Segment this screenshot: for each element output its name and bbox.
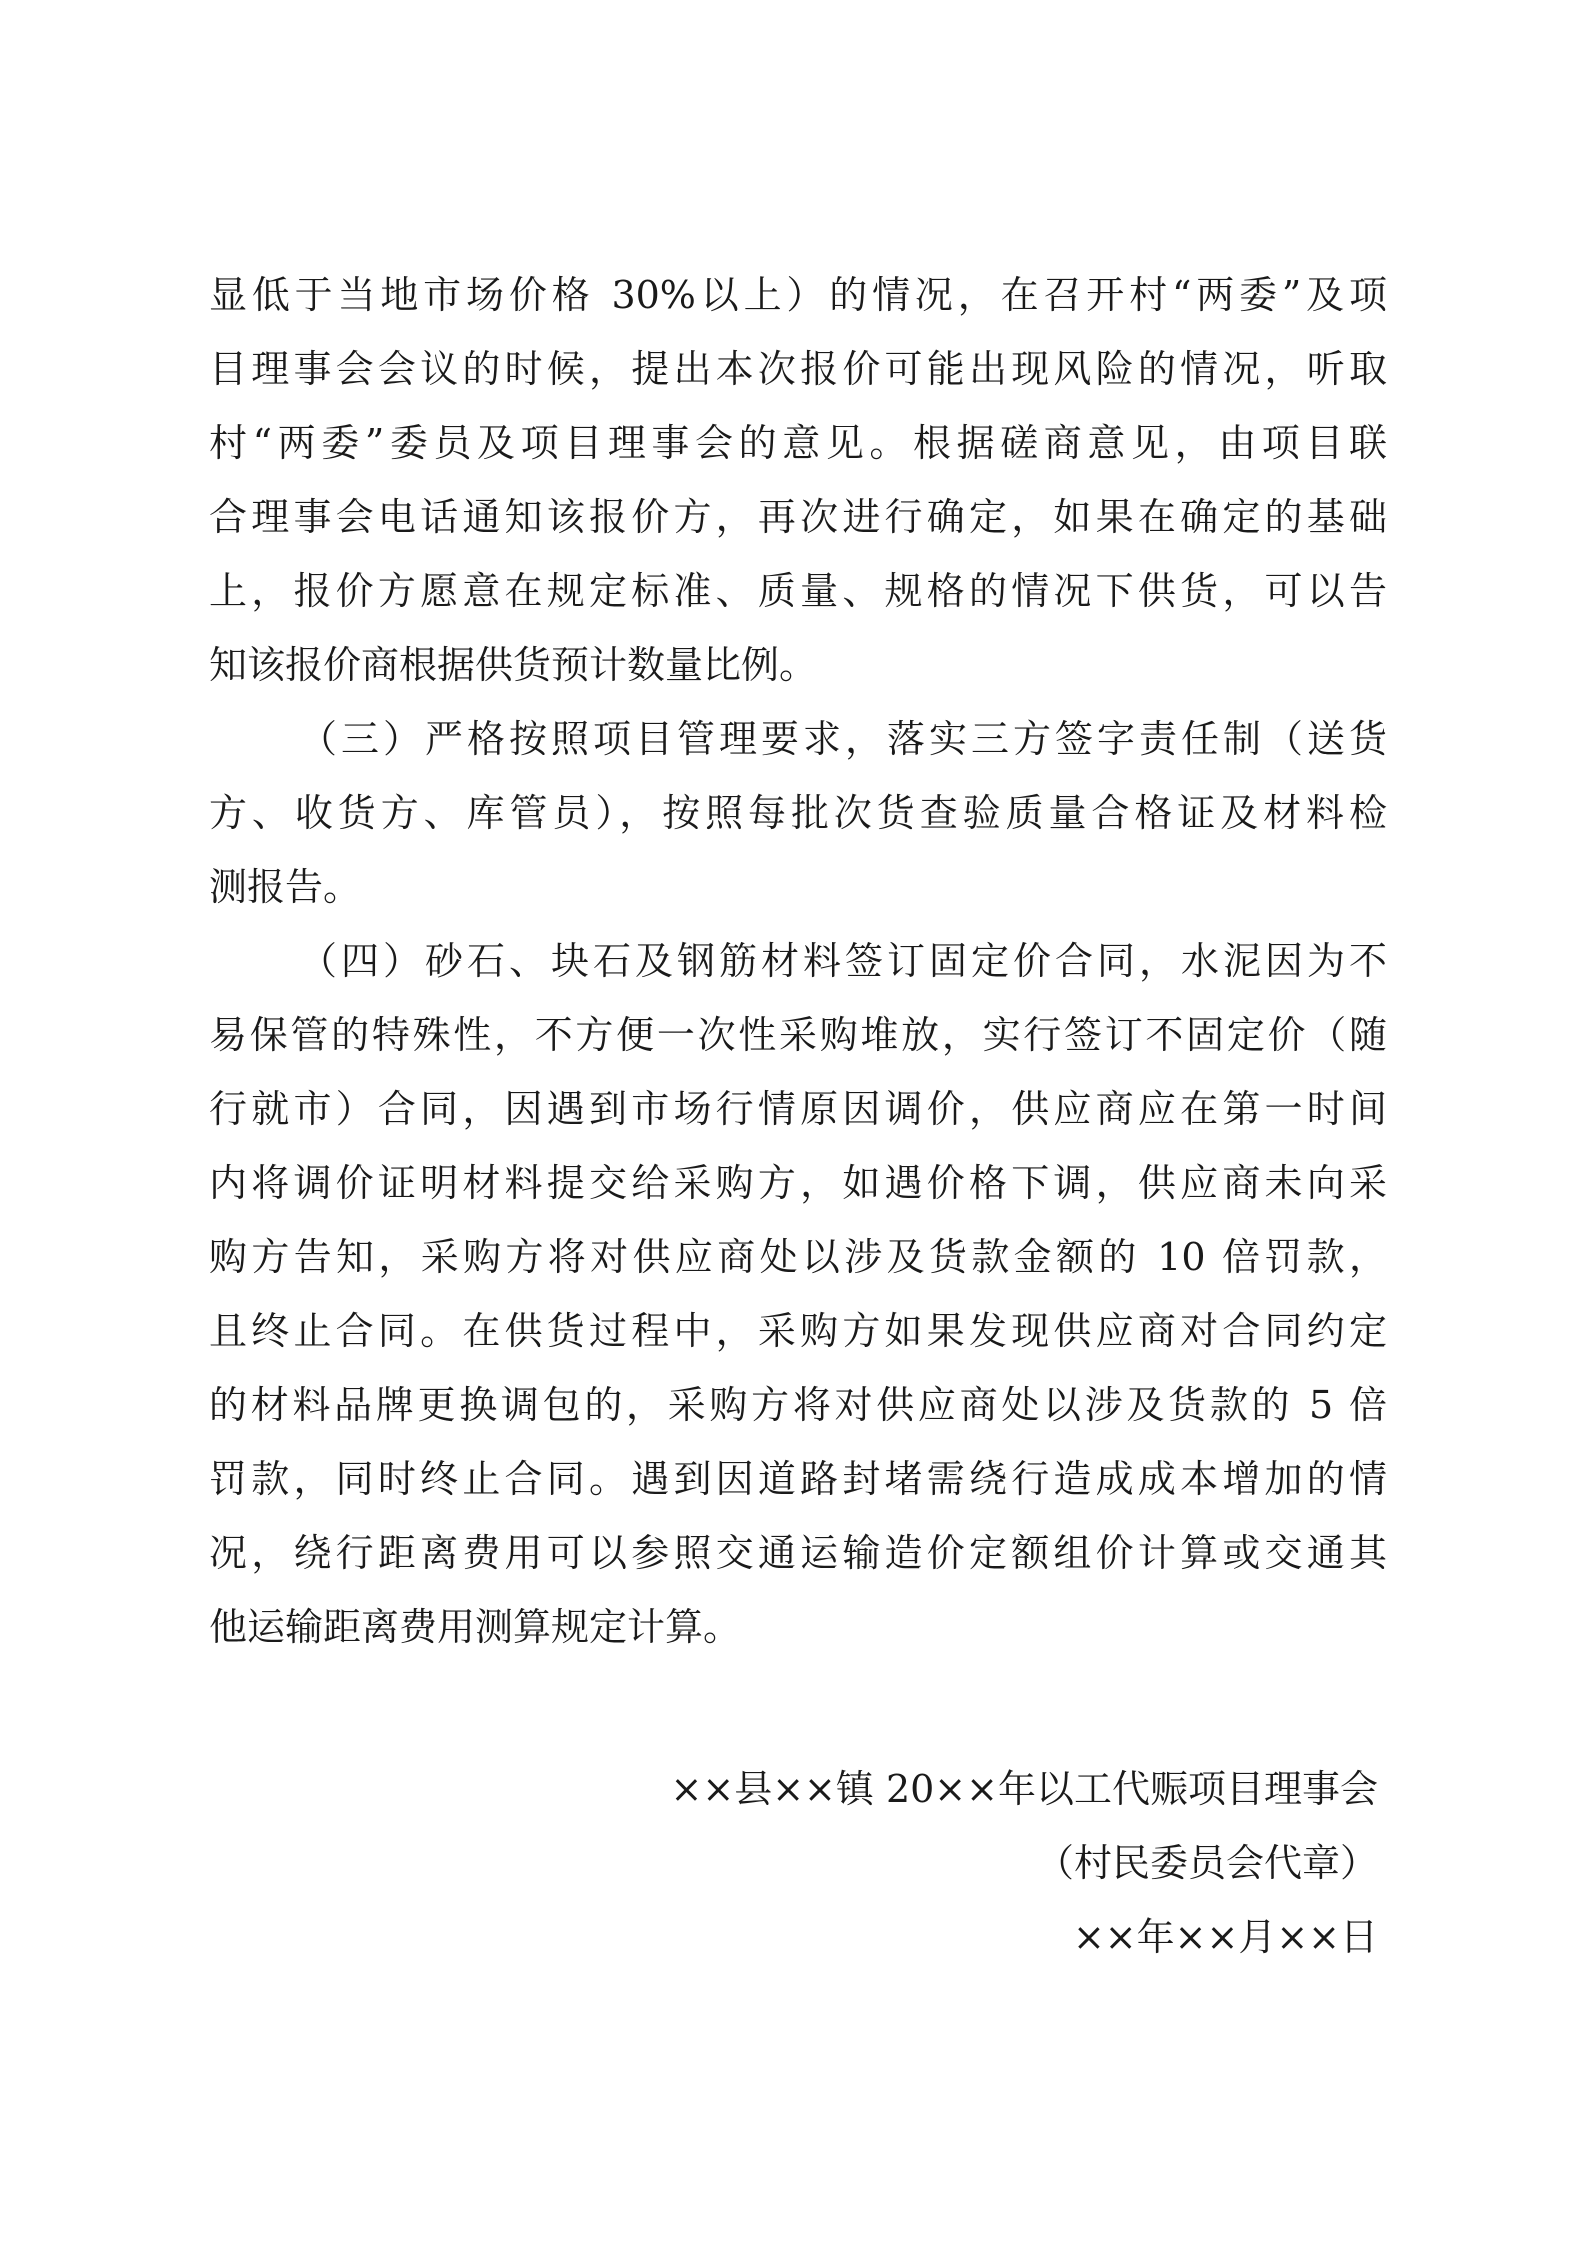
paragraph-line: 内将调价证明材料提交给采购方，如遇价格下调，供应商未向采	[209, 1161, 1387, 1205]
paragraph-line: 测报告。	[209, 865, 362, 909]
paragraph-line: 目理事会会议的时候，提出本次报价可能出现风险的情况，听取	[209, 347, 1387, 391]
paragraph-line: 村“两委”委员及项目理事会的意见。根据磋商意见，由项目联	[209, 421, 1387, 465]
paragraph-line: 行就市）合同，因遇到市场行情原因调价，供应商应在第一时间	[209, 1087, 1387, 1131]
paragraph-line: （三）严格按照项目管理要求，落实三方签字责任制（送货	[299, 717, 1387, 761]
paragraph-item-three	[209, 702, 1387, 924]
paragraph-line: （四）砂石、块石及钢筋材料签订固定价合同，水泥因为不	[299, 939, 1387, 983]
paragraph-line: 他运输距离费用测算规定计算。	[209, 1605, 742, 1649]
signature-date: ××年××月××日	[1072, 1915, 1378, 1959]
signature-seal-note: （村民委员会代章）	[1035, 1841, 1378, 1885]
paragraph-line: 方、收货方、库管员），按照每批次货查验质量合格证及材料检	[209, 791, 1387, 835]
signature-organization: ××县××镇 20××年以工代赈项目理事会	[670, 1767, 1378, 1811]
paragraph-item-four	[209, 924, 1387, 1664]
paragraph-line: 知该报价商根据供货预计数量比例。	[209, 643, 818, 687]
paragraph-line: 罚款，同时终止合同。遇到因道路封堵需绕行造成成本增加的情	[209, 1457, 1387, 1501]
paragraph-risk-pricing	[209, 258, 1387, 702]
paragraph-line: 且终止合同。在供货过程中，采购方如果发现供应商对合同约定	[209, 1309, 1387, 1353]
paragraph-line: 合理事会电话通知该报价方，再次进行确定，如果在确定的基础	[209, 495, 1387, 539]
paragraph-line: 易保管的特殊性，不方便一次性采购堆放，实行签订不固定价（随	[209, 1013, 1387, 1057]
paragraph-line: 购方告知，采购方将对供应商处以涉及货款金额的 10 倍罚款，	[209, 1235, 1387, 1279]
signature-block	[671, 1752, 1378, 1974]
paragraph-line: 显低于当地市场价格 30%以上）的情况，在召开村“两委”及项	[209, 273, 1387, 317]
paragraph-line: 的材料品牌更换调包的，采购方将对供应商处以涉及货款的 5 倍	[209, 1383, 1387, 1427]
paragraph-line: 上，报价方愿意在规定标准、质量、规格的情况下供货，可以告	[209, 569, 1387, 613]
paragraph-line: 况，绕行距离费用可以参照交通运输造价定额组价计算或交通其	[209, 1531, 1387, 1575]
